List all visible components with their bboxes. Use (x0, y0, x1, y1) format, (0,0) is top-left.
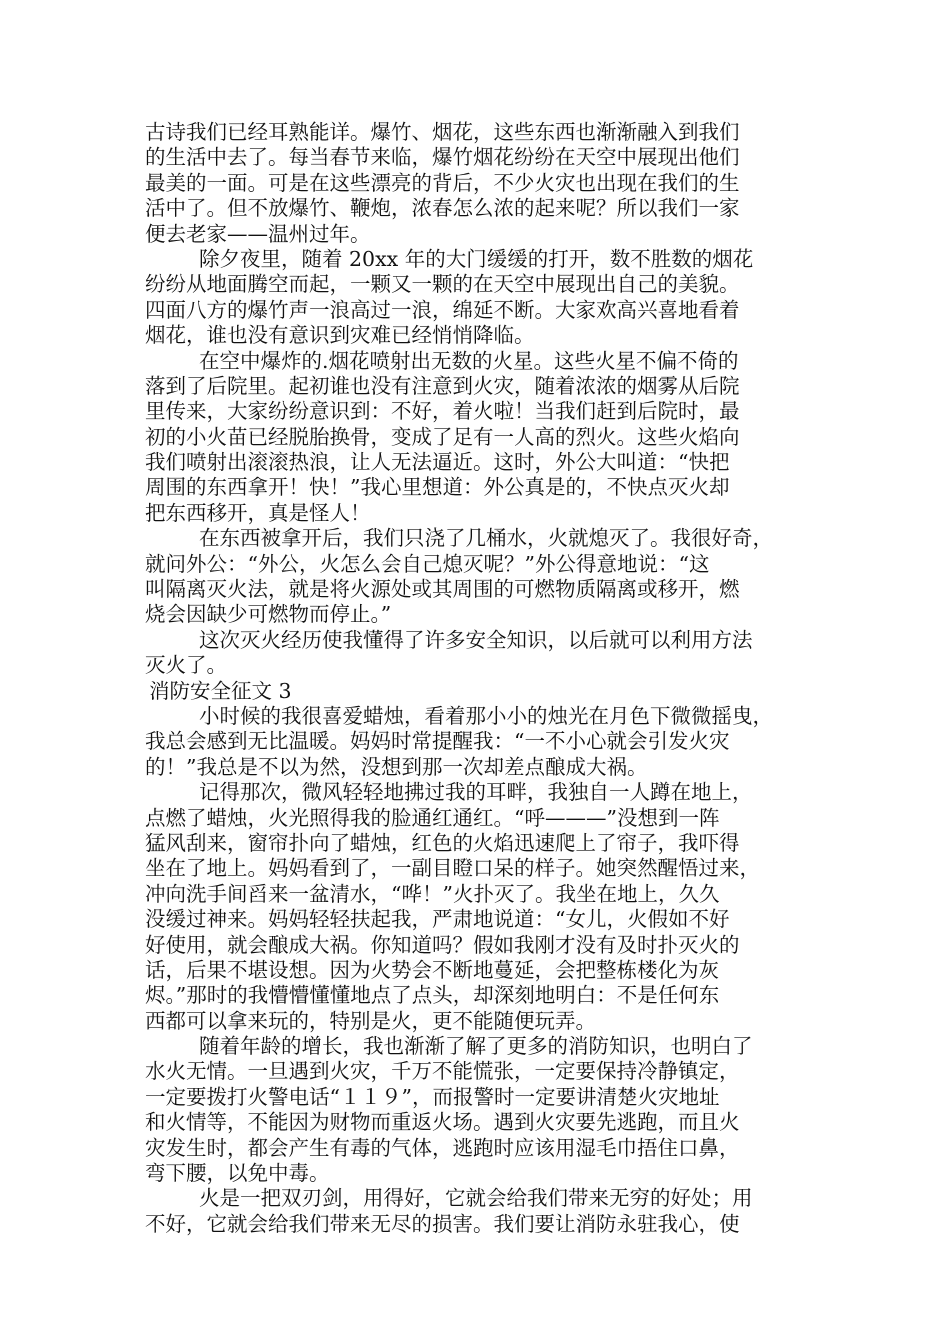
text-line: 活中了。但不放爆竹、鞭炮，浓春怎么浓的起来呢？所以我们一家 (145, 196, 740, 221)
text-line: 古诗我们已经耳熟能详。爆竹、烟花，这些东西也渐渐融入到我们 (145, 120, 740, 144)
text-line: 水火无情。一旦遇到火灾，千万不能慌张，一定要保持冷静镇定， (145, 1059, 740, 1084)
document-body (145, 120, 805, 1237)
text-line: 里传来，大家纷纷意识到：不好，着火啦！当我们赶到后院时，最 (145, 399, 740, 424)
text-line: 冲向洗手间舀来一盆清水，“哗！”火扑灭了。我坐在地上，久久 (145, 881, 720, 906)
text-line: 把东西移开，真是怪人！ (145, 500, 371, 525)
text-line: 好使用，就会酿成大祸。你知道吗？假如我刚才没有及时扑灭火的 (145, 932, 740, 957)
text-line: 坐在了地上。妈妈看到了，一副目瞪口呆的样子。她突然醒悟过来， (145, 856, 760, 881)
text-line: 猛风刮来，窗帘扑向了蜡烛，红色的火焰迅速爬上了帘子，我吓得 (145, 830, 740, 855)
text-line: 烟花，谁也没有意识到灾难已经悄悄降临。 (145, 323, 535, 348)
text-line: 就问外公：“外公，火怎么会自己熄灭呢？”外公得意地说：“这 (145, 551, 710, 576)
text-line: 灭火了。 (145, 653, 227, 678)
text-line: 弯下腰，以免中毒。 (145, 1161, 330, 1186)
text-line: 烬。”那时的我懵懵懂懂地点了点头，却深刻地明白：不是任何东 (145, 983, 720, 1008)
text-line: 最美的一面。可是在这些漂亮的背后，不少火灾也出现在我们的生 (145, 170, 740, 195)
text-line: 不好，它就会给我们带来无尽的损害。我们要让消防永驻我心，使 (145, 1211, 740, 1236)
text-line: 小时候的我很喜爱蜡烛，看着那小小的烛光在月色下微微摇曳， (199, 703, 773, 728)
text-line: 在空中爆炸的.烟花喷射出无数的火星。这些火星不偏不倚的 (199, 348, 739, 373)
text-line: 我们喷射出滚滚热浪，让人无法逼近。这时，外公大叫道：“快把 (145, 450, 730, 475)
text-line: 灾发生时，都会产生有毒的气体，逃跑时应该用湿毛巾捂住口鼻， (145, 1135, 740, 1160)
text-line: 随着年龄的增长，我也渐渐了解了更多的消防知识，也明白了 (199, 1034, 753, 1059)
text-line: 周围的东西拿开！快！”我心里想道：外公真是的，不快点灭火却 (145, 475, 730, 500)
text-line: 没缓过神来。妈妈轻轻扶起我，严肃地说道：“女儿，火假如不好 (145, 907, 730, 932)
text-line: 四面八方的爆竹声一浪高过一浪，绵延不断。大家欢高兴喜地看着 (145, 297, 740, 322)
text-line: 落到了后院里。起初谁也没有注意到火灾，随着浓浓的烟雾从后院 (145, 373, 740, 398)
text-line: 初的小火苗已经脱胎换骨，变成了足有一人高的烈火。这些火焰向 (145, 424, 740, 449)
text-line: 西都可以拿来玩的，特别是火，更不能随便玩弄。 (145, 1008, 596, 1033)
section-heading: 消防安全征文 3 (149, 678, 292, 703)
text-line: 和火情等，不能因为财物而重返火场。遇到火灾要先逃跑，而且火 (145, 1110, 740, 1135)
text-line: 一定要拨打火警电话“１１９”，而报警时一定要讲清楚火灾地址 (145, 1084, 720, 1109)
text-line: 除夕夜里，随着 20xx 年的大门缓缓的打开，数不胜数的烟花 (199, 246, 754, 271)
text-line: 的生活中去了。每当春节来临，爆竹烟花纷纷在天空中展现出他们 (145, 145, 740, 170)
text-line: 纷纷从地面腾空而起，一颗又一颗的在天空中展现出自己的美貌。 (145, 272, 740, 297)
text-line: 记得那次，微风轻轻地拂过我的耳畔，我独自一人蹲在地上， (199, 780, 753, 805)
text-line: 话，后果不堪设想。因为火势会不断地蔓延，会把整栋楼化为灰 (145, 957, 719, 982)
text-line: 烧会因缺少可燃物而停止。” (145, 602, 392, 627)
text-line: 我总会感到无比温暖。妈妈时常提醒我：“一不小心就会引发火灾 (145, 729, 730, 754)
text-line: 叫隔离灭火法，就是将火源处或其周围的可燃物质隔离或移开，燃 (145, 577, 740, 602)
text-line: 便去老家——温州过年。 (145, 221, 371, 246)
text-line: 这次灭火经历使我懂得了许多安全知识，以后就可以利用方法 (199, 627, 753, 652)
text-line: 火是一把双刃剑，用得好，它就会给我们带来无穷的好处；用 (199, 1186, 753, 1211)
text-line: 在东西被拿开后，我们只浇了几桶水，火就熄灭了。我很好奇， (199, 526, 773, 551)
text-line: 的！”我总是不以为然，没想到那一次却差点酿成大祸。 (145, 754, 648, 779)
text-line: 点燃了蜡烛，火光照得我的脸通红通红。“呼———”没想到一阵 (145, 805, 720, 830)
